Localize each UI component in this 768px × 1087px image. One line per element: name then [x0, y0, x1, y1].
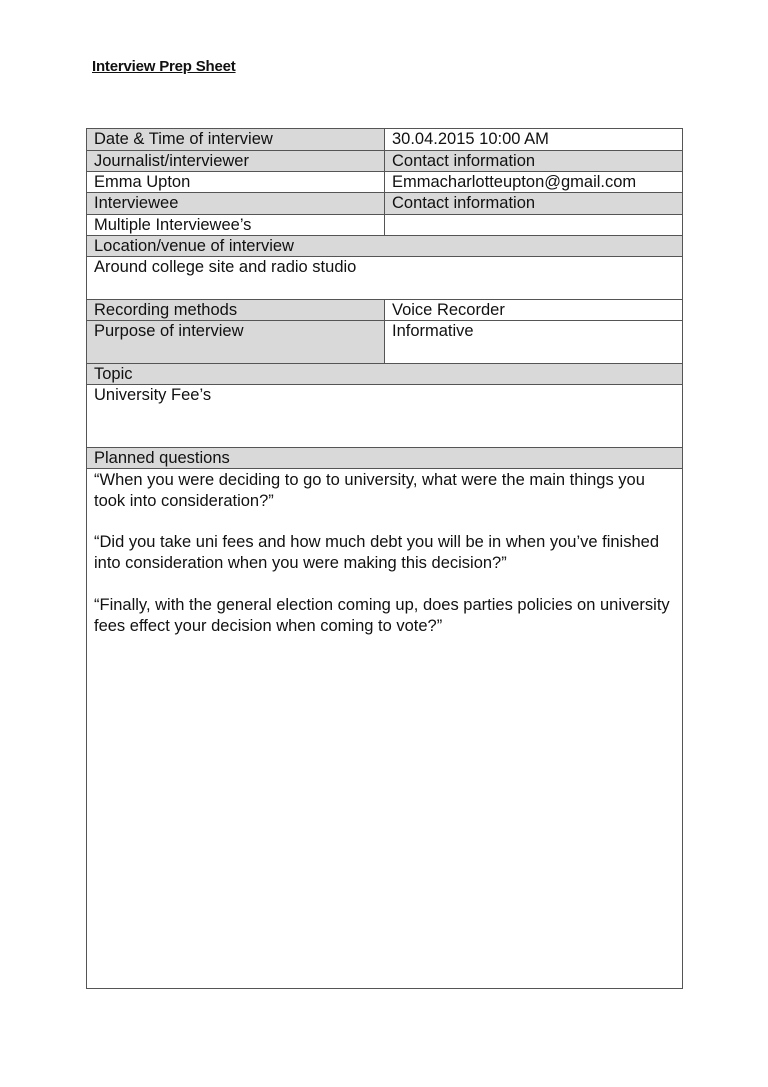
interviewee-name: Multiple Interviewee’s	[87, 215, 385, 235]
row-topic-value	[87, 385, 682, 448]
row-location-value	[87, 257, 682, 300]
recording-value: Voice Recorder	[392, 301, 505, 319]
row-questions-header	[87, 448, 682, 469]
journalist-label: Journalist/interviewer	[87, 151, 385, 171]
planned-question: “Did you take uni fees and how much debt you will be in when you’ve finished into consideration when you were making this decision?”	[94, 533, 659, 572]
row-topic-header	[87, 364, 682, 385]
location-value: Around college site and radio studio	[94, 258, 357, 276]
location-label: Location/venue of interview	[87, 236, 682, 256]
topic-label: Topic	[87, 364, 682, 384]
date-time-value: 30.04.2015 10:00 AM	[392, 130, 549, 148]
journalist-email: Emmacharlotteupton@gmail.com	[392, 173, 637, 191]
row-interviewee-header	[87, 193, 682, 215]
interviewee-contact-label: Contact information	[385, 193, 682, 214]
questions-label: Planned questions	[87, 448, 682, 468]
recording-label: Recording methods	[87, 300, 385, 320]
date-time-label: Date & Time of interview	[87, 129, 385, 150]
journalist-name: Emma Upton	[87, 172, 385, 192]
row-recording	[87, 300, 682, 321]
interview-form-table	[86, 128, 683, 989]
interviewee-contact-value	[385, 215, 682, 235]
interviewee-label: Interviewee	[87, 193, 385, 214]
planned-question: “Finally, with the general election coming up, does parties policies on university fees effect your decision when coming to vote?”	[94, 596, 670, 635]
row-date-time	[87, 129, 682, 151]
journalist-contact-label: Contact information	[385, 151, 682, 171]
row-journalist-values	[87, 172, 682, 193]
row-interviewee-values	[87, 215, 682, 236]
row-questions-body	[87, 469, 682, 988]
row-location-header	[87, 236, 682, 257]
purpose-value: Informative	[392, 322, 474, 340]
row-journalist-header	[87, 151, 682, 172]
topic-value: University Fee’s	[94, 386, 212, 404]
row-purpose	[87, 321, 682, 364]
page-title: Interview Prep Sheet	[92, 58, 236, 75]
planned-question: “When you were deciding to go to university, what were the main things you took into consideration?”	[94, 471, 645, 510]
purpose-label: Purpose of interview	[87, 321, 385, 363]
